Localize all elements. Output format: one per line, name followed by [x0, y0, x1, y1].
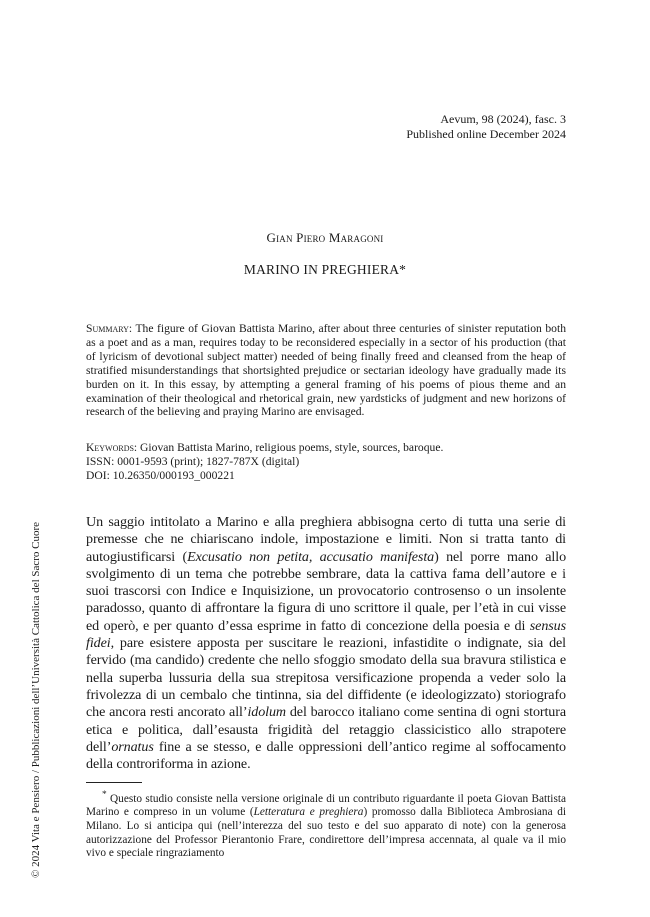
- keywords-label: Keywords:: [86, 441, 138, 454]
- body-text-run: , pare esistere apposta per suscitare le reazioni, infastidite o indignate, sia del fervido (ma candido) credente che nello sfoggio smodato della sua bravura stilistica e nella superba lussuria della sua strepitosa versificazione propenda a veder solo la frivolezza di un cembalo che tintinna, sia del diffidente (e ideologizzato) storiografo che ancora resti ancorato all’: [86, 635, 566, 721]
- journal-issue: Aevum, 98 (2024), fasc. 3: [440, 112, 566, 126]
- metadata-block: [86, 441, 566, 483]
- copyright-side-note: © 2024 Vita e Pensiero / Pubblicazioni dell’Università Cattolica del Sacro Cuore: [30, 521, 42, 878]
- body-text-run: fine a se stesso, e dalle oppressioni dell’antico regime al soffocamento della controriforma in azione.: [86, 738, 566, 773]
- footnote-divider: [86, 782, 142, 783]
- body-italic-run: idolum: [247, 704, 286, 721]
- author-name: Gian Piero Maragoni: [266, 230, 384, 245]
- body-paragraph: [86, 514, 566, 773]
- journal-header: [406, 112, 566, 142]
- body-italic-run: sensus fidei: [86, 617, 566, 652]
- body-text-run: Un saggio intitolato a Marino e alla preghiera abbisogna certo di tutta una serie di premesse che ne chiariscano indole, impostazione e limiti. Non si tratta tanto di autogiustificarsi (: [86, 514, 566, 565]
- footnote-text-run: Questo studio consiste nella versione originale di un contributo riguardante il poeta Giovan Battista Marino e compreso in un volume (: [86, 792, 566, 819]
- summary-text: The figure of Giovan Battista Marino, after about three centuries of sinister reputation both as a poet and as a man, requires today to be reconsidered especially in a sector of his production (that of lyricism of devotional subject matter) needed of being finally freed and cleansed from the heap of stratified misunderstandings that shortsighted prejudice or sectarian ideology have gradually made its burden on it. In this essay, by attempting a general framing of his poems of pious theme and an examination of their theological and rhetorical grain, new yardsticks of judgment and new horizons of research of the believing and praying Marino are envisaged.: [86, 322, 566, 419]
- doi-link[interactable]: DOI: 10.26350/000193_000221: [86, 468, 235, 482]
- publication-date: Published online December 2024: [406, 127, 566, 141]
- body-text-run: del barocco italiano come sentina di ogni stortura etica e politica, dall’esausta frigidità del retaggio classicistico allo strapotere dell’: [86, 704, 566, 755]
- body-italic-run: ornatus: [111, 738, 154, 755]
- footnote-italic-run: Letteratura e preghiera: [253, 806, 364, 819]
- footnote: [86, 789, 566, 861]
- summary-block: [86, 322, 566, 419]
- keywords-line: [86, 441, 566, 455]
- summary-label: Summary:: [86, 322, 133, 335]
- article-title: MARINO IN PREGHIERA*: [243, 262, 407, 277]
- body-italic-run: Excusatio non petita, accusatio manifesta: [187, 548, 435, 565]
- body-text-run: ) nel porre mano allo svolgimento di un tema che potrebbe sembrare, data la cattiva fama dell’autore e i suoi trascorsi con Indice e Inquisizione, un provocatorio controsenso o un insolente paradosso, quanto di affrontare la figura di uno scrittore il quale, per l’età in cui visse ed operò, e per quanto d’essa esprime in fatto di concezione della poesia e di: [86, 548, 567, 634]
- footnote-text-run: ) promosso dalla Biblioteca Ambrosiana di Milano. Lo si anticipa qui (nell’interezza del suo testo e del suo apparato di note) con la generosa autorizzazione del Professor Pierantonio Frare, condirettore dell’impresa accennata, al quale va il mio vivo e speciale ringraziamento: [86, 806, 566, 860]
- footnote-mark: *: [102, 790, 107, 800]
- issn-line: ISSN: 0001-9593 (print); 1827-787X (digital): [86, 454, 300, 468]
- keywords-text: Giovan Battista Marino, religious poems, style, sources, baroque.: [137, 441, 444, 454]
